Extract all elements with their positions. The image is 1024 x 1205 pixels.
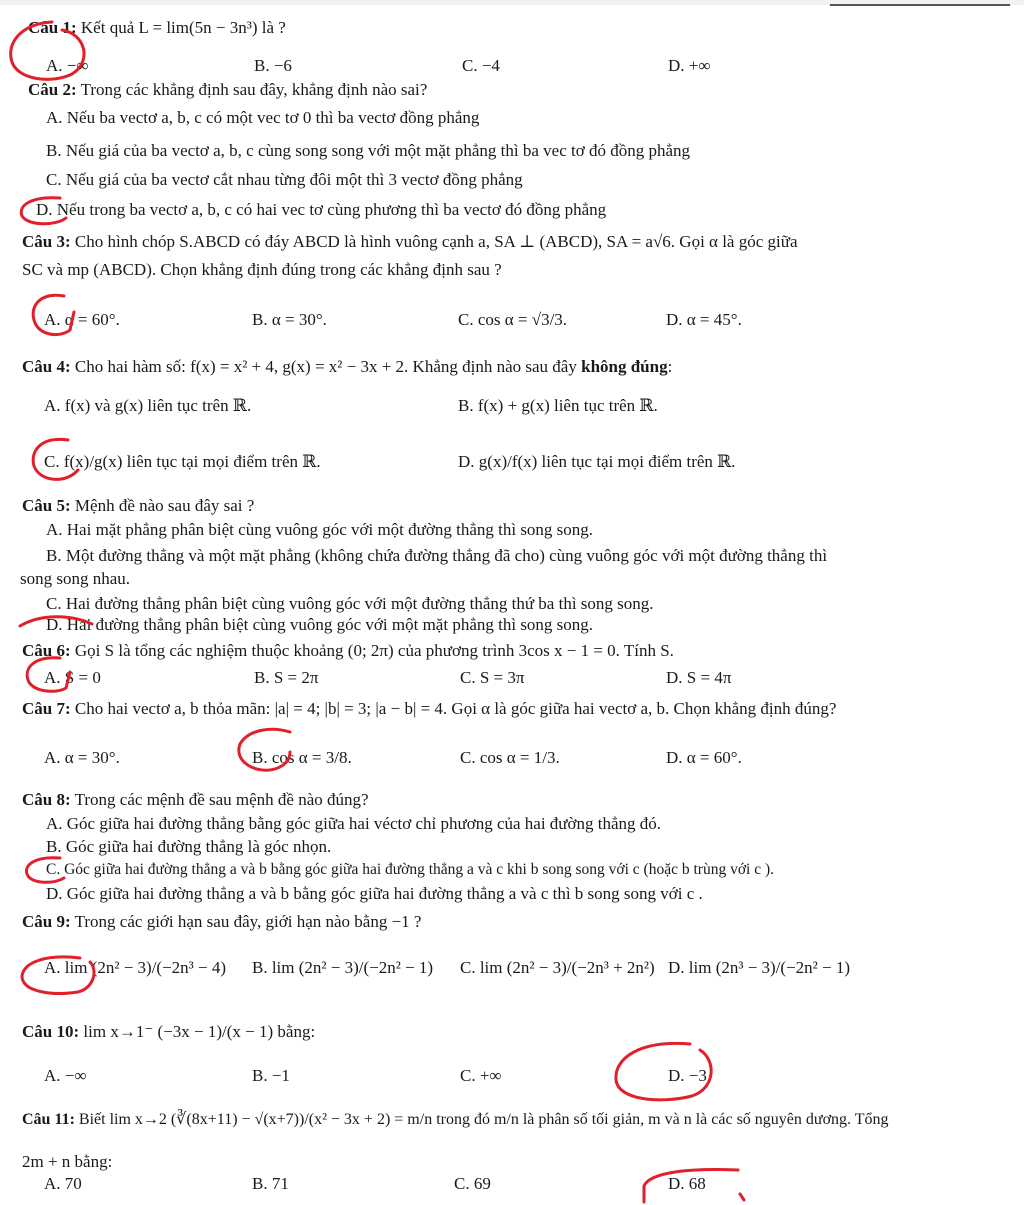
q7-option-d[interactable]: D. α = 60°. xyxy=(666,748,742,767)
question-8-stem: Câu 8: Trong các mệnh đề sau mệnh đề nào đúng? xyxy=(22,790,369,809)
question-4-stem: Câu 4: Cho hai hàm số: f(x) = x² + 4, g(x) = x² − 3x + 2. Khẳng định nào sau đây không đúng: xyxy=(22,357,673,376)
q9-option-a[interactable]: A. lim (2n² − 3)/(−2n³ − 4) xyxy=(44,958,227,977)
q9-option-c[interactable]: C. lim (2n² − 3)/(−2n³ + 2n²) xyxy=(460,958,655,977)
q10-option-d[interactable]: D. −3 xyxy=(668,1066,707,1085)
q2-option-d[interactable]: D. Nếu trong ba vectơ a, b, c có hai vec tơ cùng phương thì ba vectơ đó đồng phẳng xyxy=(36,200,607,219)
q10-option-a[interactable]: A. −∞ xyxy=(44,1066,87,1085)
q11-option-c[interactable]: C. 69 xyxy=(454,1174,491,1193)
q5-option-c[interactable]: C. Hai đường thẳng phân biệt cùng vuông góc với một đường thẳng thứ ba thì song song. xyxy=(46,594,654,613)
q1-option-a[interactable]: A. −∞ xyxy=(46,56,89,75)
q8-option-b[interactable]: B. Góc giữa hai đường thẳng là góc nhọn. xyxy=(46,837,332,856)
q7-option-c[interactable]: C. cos α = 1/3. xyxy=(460,748,560,767)
q11-option-b[interactable]: B. 71 xyxy=(252,1174,289,1193)
question-1-stem: Câu 1: Kết quả L = lim(5n − 3n³) là ? xyxy=(28,18,286,37)
q9-option-d[interactable]: D. lim (2n³ − 3)/(−2n² − 1) xyxy=(668,958,851,977)
question-10-stem: Câu 10: lim x→1⁻ (−3x − 1)/(x − 1) bằng: xyxy=(22,1022,316,1041)
q4-option-a[interactable]: A. f(x) và g(x) liên tục trên ℝ. xyxy=(44,396,252,415)
q8-option-d[interactable]: D. Góc giữa hai đường thẳng a và b bằng góc giữa hai đường thẳng a và c thì b song song với c . xyxy=(46,884,703,903)
q8-option-c[interactable]: C. Góc giữa hai đường thẳng a và b bằng góc giữa hai đường thẳng a và c khi b song song với c (hoặc b trùng với c ). xyxy=(46,861,774,878)
q9-option-b[interactable]: B. lim (2n² − 3)/(−2n² − 1) xyxy=(252,958,434,977)
q1-option-d[interactable]: D. +∞ xyxy=(668,56,711,75)
question-6-stem: Câu 6: Gọi S là tổng các nghiệm thuộc khoảng (0; 2π) của phương trình 3cos x − 1 = 0. Tính S. xyxy=(22,641,674,660)
q10-option-c[interactable]: C. +∞ xyxy=(460,1066,502,1085)
q3-option-c[interactable]: C. cos α = √3/3. xyxy=(458,310,568,329)
q2-option-b[interactable]: B. Nếu giá của ba vectơ a, b, c cùng song song với một mặt phẳng thì ba vec tơ đó đồng phẳng xyxy=(46,141,691,160)
q11-option-d[interactable]: D. 68 xyxy=(668,1174,706,1193)
q10-option-b[interactable]: B. −1 xyxy=(252,1066,290,1085)
question-3-stem-line-1: Câu 3: Cho hình chóp S.ABCD có đáy ABCD là hình vuông cạnh a, SA ⊥ (ABCD), SA = a√6. Gọi α là góc giữa xyxy=(22,232,798,251)
q6-option-c[interactable]: C. S = 3π xyxy=(460,668,525,687)
q5-option-b-cont: song song nhau. xyxy=(20,569,131,588)
q3-option-d[interactable]: D. α = 45°. xyxy=(666,310,742,329)
q2-option-c[interactable]: C. Nếu giá của ba vectơ cắt nhau từng đôi một thì 3 vectơ đồng phẳng xyxy=(46,170,523,189)
q6-option-a[interactable]: A. S = 0 xyxy=(44,668,101,687)
q11-option-a[interactable]: A. 70 xyxy=(44,1174,82,1193)
question-5-stem: Câu 5: Mệnh đề nào sau đây sai ? xyxy=(22,496,255,515)
q1-option-b[interactable]: B. −6 xyxy=(254,56,292,75)
q8-option-a[interactable]: A. Góc giữa hai đường thẳng bằng góc giữa hai véctơ chỉ phương của hai đường thẳng đó. xyxy=(46,814,662,833)
question-11-stem-line-1: Câu 11: Biết lim x→2 (∛(8x+11) − √(x+7))/(x² − 3x + 2) = m/n trong đó m/n là phân số tối giản, m và n là các số nguyên dương. Tổng xyxy=(22,1111,889,1128)
top-rule xyxy=(830,4,1010,6)
q1-option-c[interactable]: C. −4 xyxy=(462,56,500,75)
q5-option-d[interactable]: D. Hai đường thẳng phân biệt cùng vuông góc với một mặt phẳng thì song song. xyxy=(46,615,594,634)
q4-option-d[interactable]: D. g(x)/f(x) liên tục tại mọi điểm trên ℝ. xyxy=(458,452,736,471)
question-11-stem-line-2: 2m + n bằng: xyxy=(22,1152,113,1171)
q6-option-b[interactable]: B. S = 2π xyxy=(254,668,319,687)
q4-option-b[interactable]: B. f(x) + g(x) liên tục trên ℝ. xyxy=(458,396,658,415)
question-2-stem: Câu 2: Trong các khẳng định sau đây, khẳng định nào sai? xyxy=(28,80,428,99)
q5-option-b[interactable]: B. Một đường thẳng và một mặt phẳng (không chứa đường thẳng đã cho) cùng vuông góc với một đường thẳng thì xyxy=(46,546,828,565)
question-3-stem-line-2: SC và mp (ABCD). Chọn khẳng định đúng trong các khẳng định sau ? xyxy=(22,260,502,279)
q7-option-a[interactable]: A. α = 30°. xyxy=(44,748,120,767)
question-7-stem: Câu 7: Cho hai vectơ a, b thỏa mãn: |a| = 4; |b| = 3; |a − b| = 4. Gọi α là góc giữa hai vectơ a, b. Chọn khẳng định đúng? xyxy=(22,699,837,718)
q7-option-b[interactable]: B. cos α = 3/8. xyxy=(252,748,352,767)
q3-option-b[interactable]: B. α = 30°. xyxy=(252,310,327,329)
q6-option-d[interactable]: D. S = 4π xyxy=(666,668,732,687)
question-9-stem: Câu 9: Trong các giới hạn sau đây, giới hạn nào bằng −1 ? xyxy=(22,912,422,931)
q2-option-a[interactable]: A. Nếu ba vectơ a, b, c có một vec tơ 0 thì ba vectơ đồng phẳng xyxy=(46,108,480,127)
q4-option-c[interactable]: C. f(x)/g(x) liên tục tại mọi điểm trên ℝ. xyxy=(44,452,321,471)
q3-option-a[interactable]: A. α = 60°. xyxy=(44,310,120,329)
q5-option-a[interactable]: A. Hai mặt phẳng phân biệt cùng vuông góc với một đường thẳng thì song song. xyxy=(46,520,594,539)
